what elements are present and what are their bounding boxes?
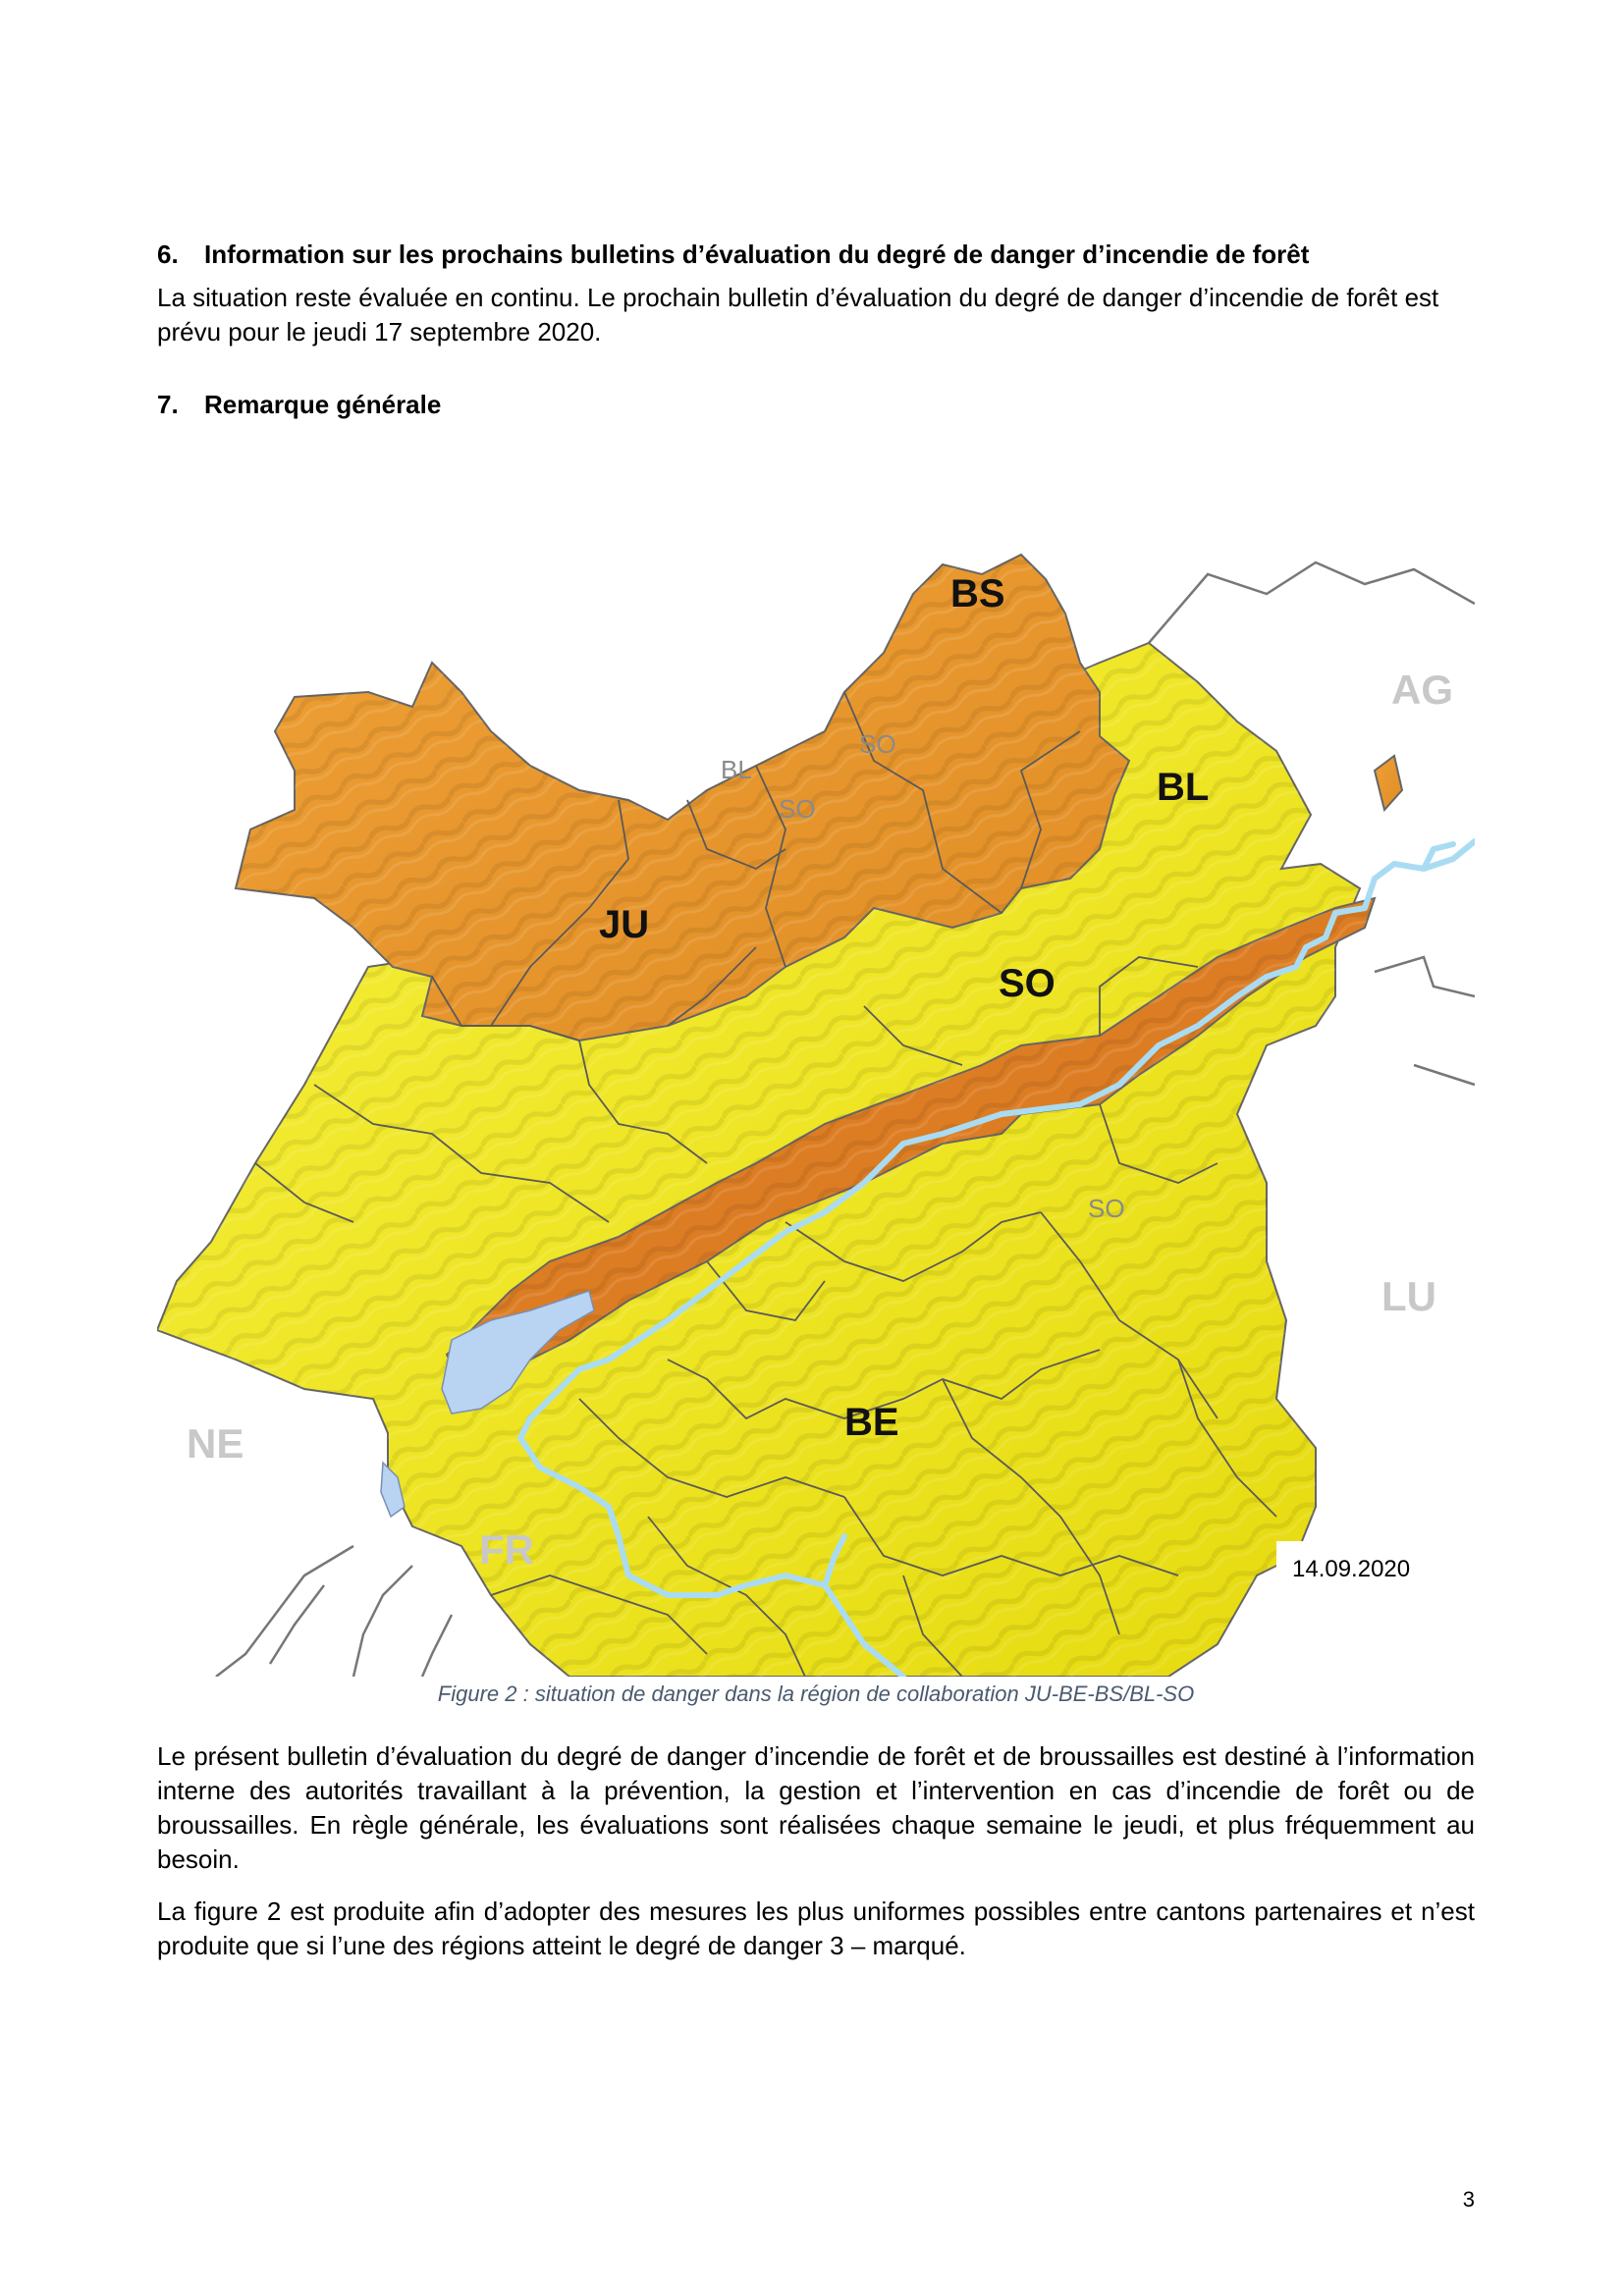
region-orange-east xyxy=(1375,756,1402,810)
section-number: 7. xyxy=(157,390,179,419)
label-enclave-so: SO xyxy=(1088,1194,1125,1223)
danger-map xyxy=(157,535,1475,1677)
label-ju: JU xyxy=(599,903,650,946)
label-ne: NE xyxy=(187,1420,244,1467)
section-7-heading xyxy=(157,390,441,420)
section-number: 6. xyxy=(157,240,179,269)
paragraph-2: La figure 2 est produite afin d’adopter des mesures les plus uniformes possibles entre cantons partenaires et n’est produite que si l’une des régions atteint le degré de danger 3 – marqué. xyxy=(157,1896,1475,1960)
page-number: 3 xyxy=(1462,2187,1475,2212)
date-stamp xyxy=(1276,1541,1424,1595)
label-bl: BL xyxy=(1157,766,1210,809)
section-title: Remarque générale xyxy=(204,390,442,419)
label-ag: AG xyxy=(1391,667,1453,713)
label-bs: BS xyxy=(950,572,1005,615)
figure-caption: Figure 2 : situation de danger dans la région de collaboration JU-BE-BS/BL-SO xyxy=(437,1682,1195,1706)
paragraph-1: Le présent bulletin d’évaluation du degré de danger d’incendie de forêt et de broussailles est destiné à l’information interne des autorités travaillant à la prévention, la gestion et l’intervention en cas d’incendie de forêt ou de broussailles. En règle générale, les évaluations sont réalisées chaque semaine le jeudi, et plus fréquemment au besoin. xyxy=(157,1741,1475,1874)
label-fr: FR xyxy=(479,1526,534,1573)
label-enclave-so: SO xyxy=(779,794,816,824)
label-so: SO xyxy=(999,962,1056,1005)
section-6-text: La situation reste évaluée en continu. Le prochain bulletin d’évaluation du degré de danger d’incendie de forêt est prévu pour le jeudi 17 septembre 2020. xyxy=(157,283,1439,347)
label-enclave-bl: BL xyxy=(721,755,752,784)
section-title: Information sur les prochains bulletins d’évaluation du degré de danger d’incendie de forêt xyxy=(204,240,1310,269)
date-stamp-text: 14.09.2020 xyxy=(1292,1556,1411,1582)
label-lu: LU xyxy=(1381,1273,1436,1319)
label-enclave-so: SO xyxy=(859,729,896,759)
label-be: BE xyxy=(844,1401,899,1444)
section-6-heading xyxy=(157,240,1309,270)
